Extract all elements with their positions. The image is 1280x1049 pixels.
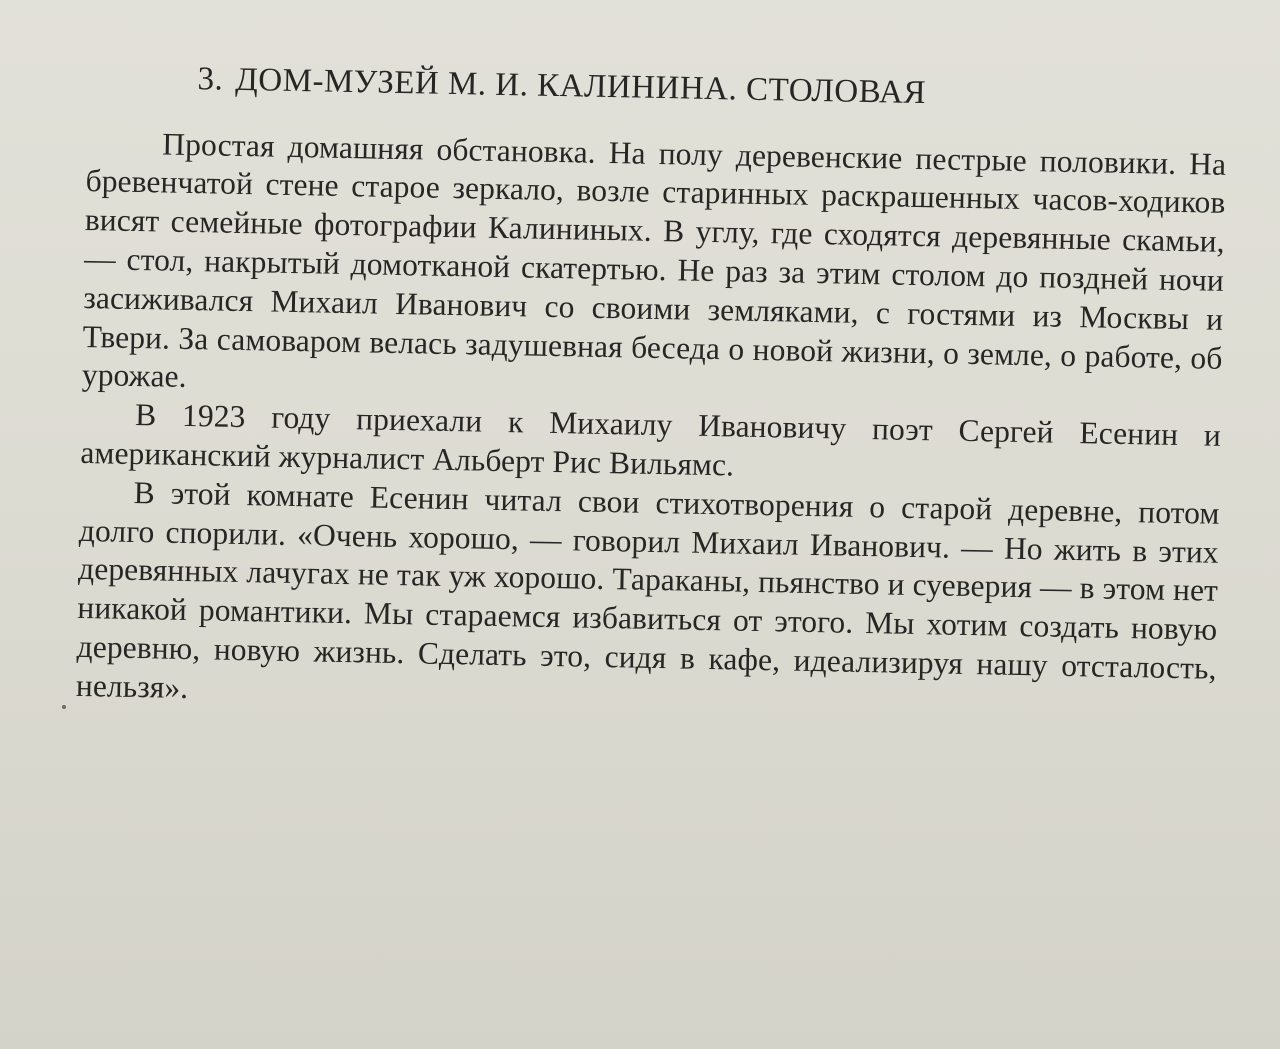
section-title: ДОМ-МУЗЕЙ М. И. КАЛИНИНА. СТОЛОВАЯ (235, 61, 927, 112)
print-speck (62, 705, 66, 709)
section-heading (87, 58, 1228, 119)
section-number: 3. (197, 61, 224, 98)
page-content (76, 58, 1228, 727)
paragraph-1: Простая домашняя обстановка. На полу деревенские пестрые половики. На бревенчатой стене старое зеркало, возле старинных раскрашенных часов-ходиков висят семейные фотографии Калининых. В углу, где сходятся деревянные скамьи, — стол, накрытый домотканой скатертью. Не раз за этим столом до поздней ночи засиживался Михаил Иванович со своими земляками, с гостями из Москвы и Твери. За самоваром велась задушевная беседа о новой жизни, о земле, о работе, об урожае. (81, 126, 1227, 395)
paragraph-3: В этой комнате Есенин читал свои стихотворения о старой деревне, потом долго спорили. «Очень хорошо, — говорил Михаил Иванович. — Но жить в этих деревянных лачугах не так уж хорошо. Тараканы, пьянство и суеверия — в этом нет никакой романтики. Мы стараемся избавиться от этого. Мы хотим создать новую деревню, новую жизнь. Сделать это, сидя в кафе, идеализируя нашу отсталость, нельзя». (75, 474, 1220, 705)
paragraph-2: В 1923 году приехали к Михаилу Ивановичу поэт Сергей Есенин и американский журналист Альберт Рис Вильямс. (80, 397, 1222, 483)
body-text (76, 124, 1227, 728)
